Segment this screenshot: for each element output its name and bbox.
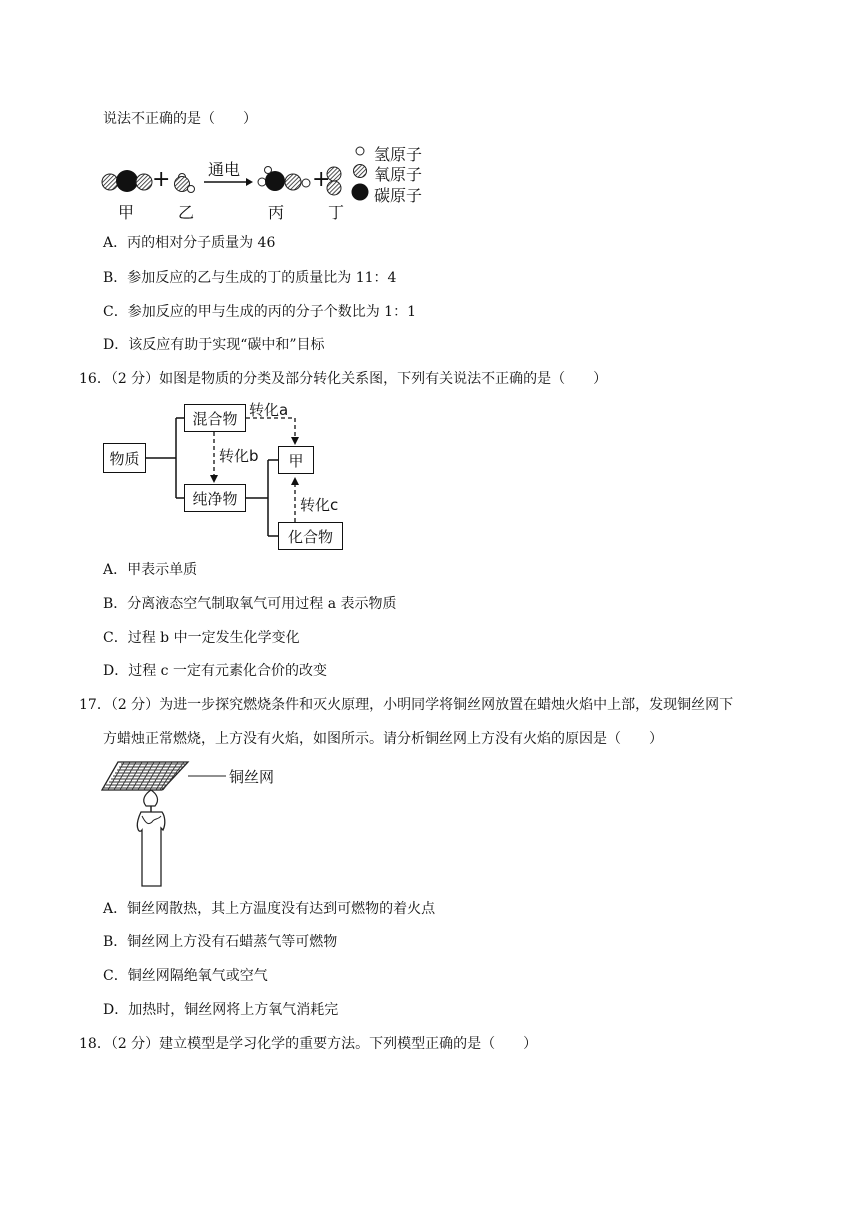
q15-option-a: A．丙的相对分子质量为 46 bbox=[103, 235, 276, 251]
plus-sign-2: + bbox=[312, 167, 331, 192]
q15-option-d: D．该反应有助于实现“碳中和”目标 bbox=[103, 337, 325, 353]
label-ding: 丁 bbox=[328, 203, 345, 222]
legend-carbon: 碳原子 bbox=[374, 186, 423, 205]
q16-option-a: A．甲表示单质 bbox=[103, 562, 198, 578]
box-jia: 甲 bbox=[278, 446, 314, 474]
q15-option-c: C．参加反应的甲与生成的丙的分子个数比为 1：1 bbox=[103, 304, 416, 320]
candle-body bbox=[137, 812, 164, 886]
q16-option-c: C．过程 b 中一定发生化学变化 bbox=[103, 630, 300, 646]
label-conversion-c: 转化c bbox=[300, 496, 339, 514]
legend-hydrogen: 氢原子 bbox=[374, 145, 423, 164]
box-pure: 纯净物 bbox=[184, 484, 246, 512]
q16-option-d: D．过程 c 一定有元素化合价的改变 bbox=[103, 663, 327, 679]
label-jia: 甲 bbox=[118, 203, 135, 222]
box-mixture: 混合物 bbox=[184, 404, 246, 432]
q15-option-b: B．参加反应的乙与生成的丁的质量比为 11：4 bbox=[103, 270, 397, 286]
q17-stem-line1: 17．（2 分）为进一步探究燃烧条件和灭火原理，小明同学将铜丝网放置在蜡烛火焰中上部，发现铜丝网下 bbox=[79, 697, 734, 713]
plus-sign-1: + bbox=[152, 167, 171, 192]
q15-stem-tail: 说法不正确的是（ ） bbox=[103, 111, 257, 127]
q16-stem: 16．（2 分）如图是物质的分类及部分转化关系图，下列有关说法不正确的是（ ） bbox=[79, 371, 608, 387]
box-matter: 物质 bbox=[103, 443, 146, 473]
copper-mesh bbox=[102, 762, 188, 790]
label-bing: 丙 bbox=[268, 203, 285, 222]
label-conversion-b: 转化b bbox=[219, 447, 259, 465]
box-compound: 化合物 bbox=[278, 522, 343, 550]
label-conversion-a: 转化a bbox=[249, 401, 289, 419]
q16-option-b: B．分离液态空气制取氧气可用过程 a 表示物质 bbox=[103, 596, 397, 612]
q17-option-c: C．铜丝网隔绝氧气或空气 bbox=[103, 968, 268, 984]
q17-option-a: A．铜丝网散热，其上方温度没有达到可燃物的着火点 bbox=[103, 901, 436, 917]
label-yi: 乙 bbox=[178, 203, 195, 222]
q17-option-b: B．铜丝网上方没有石蜡蒸气等可燃物 bbox=[103, 934, 338, 950]
arrow-label: 通电 bbox=[208, 160, 241, 179]
legend-oxygen: 氧原子 bbox=[374, 165, 423, 184]
q18-stem: 18．（2 分）建立模型是学习化学的重要方法。下列模型正确的是（ ） bbox=[79, 1036, 538, 1052]
q17-stem-line2: 方蜡烛正常燃烧，上方没有火焰，如图所示。请分析铜丝网上方没有火焰的原因是（ ） bbox=[103, 731, 663, 747]
q17-option-d: D．加热时，铜丝网将上方氧气消耗完 bbox=[103, 1002, 339, 1018]
candle-flame bbox=[144, 790, 158, 812]
copper-mesh-label: 铜丝网 bbox=[229, 768, 275, 786]
